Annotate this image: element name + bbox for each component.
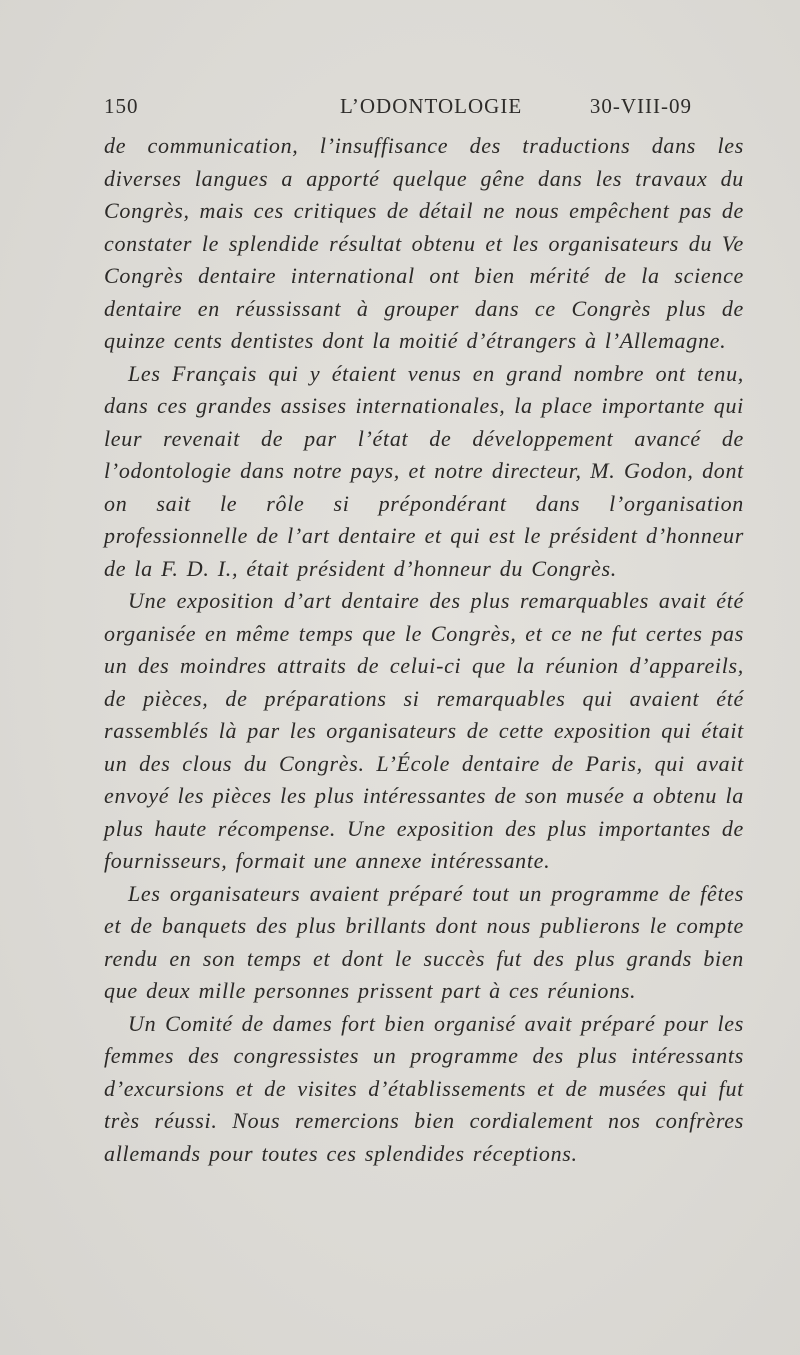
paragraph-organisateurs: Les organisateurs avaient préparé tout un programme de fêtes et de banquets des plus brillants dont nous publierons le compte rendu en son temps et dont le succès fut des plus grands bien que deux mille personnes prissent part à ces réunions. (104, 880, 744, 1003)
journal-title: L’ODONTOLOGIE (340, 94, 523, 118)
paragraph-continuation: de communication, l’insuffisance des traductions dans les diverses langues a apporté quelque gêne dans les travaux du Congrès, mais ces critiques de détail ne nous empêchent pas de constater le splendide résultat obtenu et les organisateurs du Ve Congrès dentaire international ont bien mérité de la science dentaire en réussissant à grouper dans ce Congrès plus de quinze cents dentistes dont la moitié d’étrangers à l’Allemagne. (104, 133, 744, 353)
issue-date: 30-VIII-09 (589, 94, 692, 118)
paragraph-comite-dames: Un Comité de dames fort bien organisé avait préparé pour les femmes des congressistes un programme des plus intéressants d’excursions et de visites d’établissements et de musées qui fut très réussi. Nous remercions bien cordialement nos confrères allemands pour toutes ces splendides réceptions. (104, 1010, 744, 1166)
article-body (104, 130, 744, 1170)
page-number: 150 (104, 94, 139, 118)
paragraph-francais: Les Français qui y étaient venus en grand nombre ont tenu, dans ces grandes assises internationales, la place importante qui leur revenait de par l’état de développement avancé de l’odontologie dans notre pays, et notre directeur, M. Godon, dont on sait le rôle si prépondérant dans l’organisation professionnelle de l’art dentaire et qui est le président d’honneur de la F. D. I., était président d’honneur du Congrès. (104, 360, 744, 581)
paragraph-exposition: Une exposition d’art dentaire des plus remarquables avait été organisée en même temps que le Congrès, et ce ne fut certes pas un des moindres attraits de celui-ci que la réunion d’appareils, de pièces, de préparations si remarquables qui avaient été rassemblés là par les organisateurs de cette exposition qui était un des clous du Congrès. L’École dentaire de Paris, qui avait envoyé les pièces les plus intéressantes de son musée a obtenu la plus haute récompense. Une exposition des plus importantes de fournisseurs, formait une annexe intéressante. (104, 588, 744, 873)
running-header (104, 94, 692, 124)
